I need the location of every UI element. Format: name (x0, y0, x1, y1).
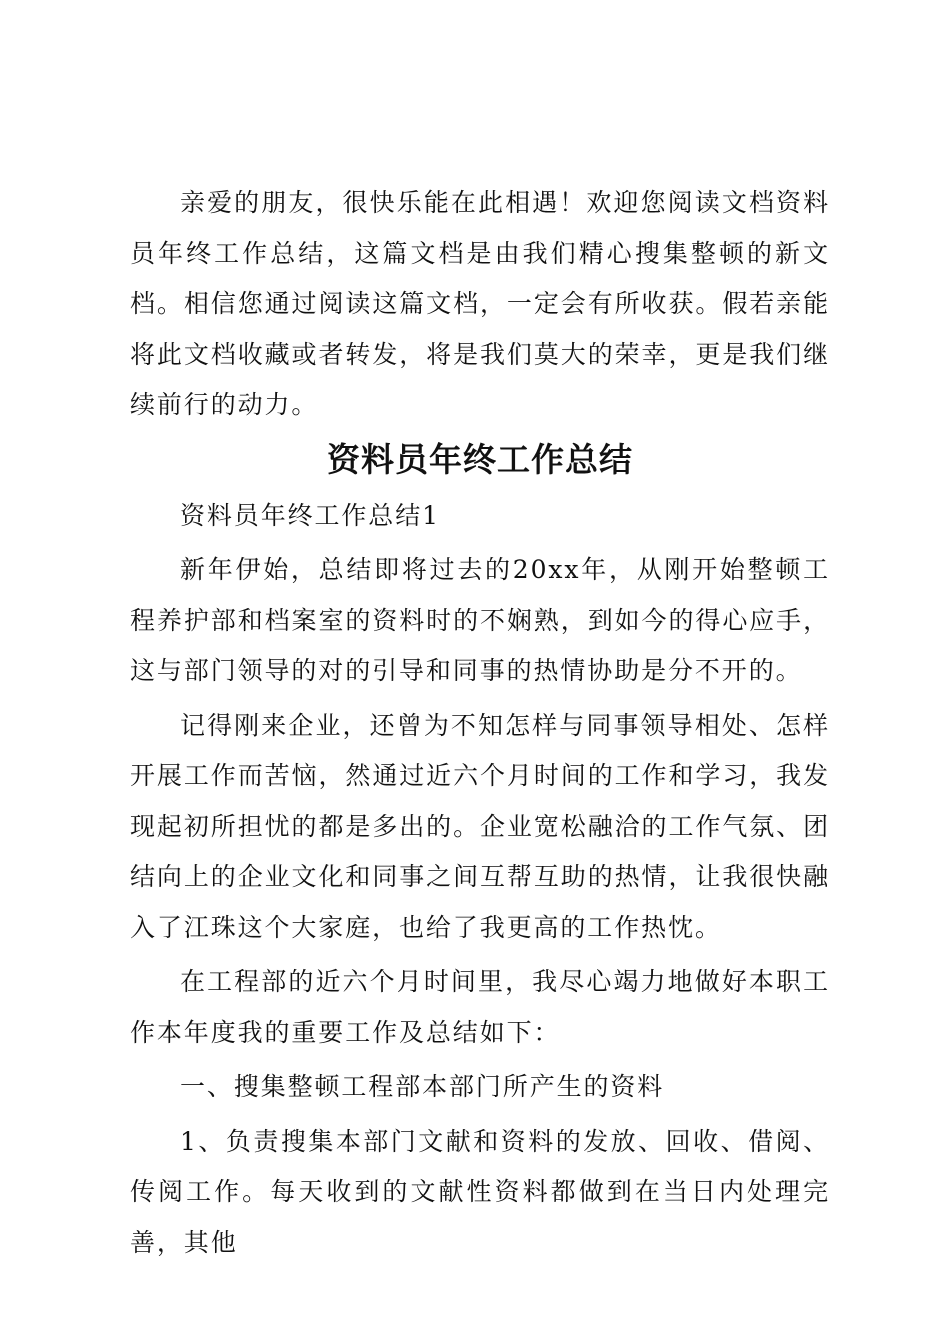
document-page (130, 178, 830, 1268)
body-paragraph: 1、负责搜集本部门文献和资料的发放、回收、借阅、传阅工作。每天收到的文献性资料都做到在当日内处理完善，其他 (130, 1126, 830, 1257)
section-subtitle: 资料员年终工作总结1 (180, 500, 440, 530)
section-heading: 一、搜集整顿工程部本部门所产生的资料 (180, 1072, 665, 1101)
body-paragraph: 记得刚来企业，还曾为不知怎样与同事领导相处、怎样开展工作而苦恼，然通过近六个月时间的工作和学习，我发现起初所担忧的都是多出的。企业宽松融洽的工作气氛、团结向上的企业文化和同事之间互帮互助的热情，让我很快融入了江珠这个大家庭，也给了我更高的工作热忱。 (130, 710, 830, 942)
body-paragraph: 新年伊始，总结即将过去的20xx年，从刚开始整顿工程养护部和档案室的资料时的不娴熟，到如今的得心应手，这与部门领导的对的引导和同事的热情协助是分不开的。 (130, 555, 830, 685)
intro-paragraph: 亲爱的朋友，很快乐能在此相遇！欢迎您阅读文档资料员年终工作总结，这篇文档是由我们精心搜集整顿的新文档。相信您通过阅读这篇文档，一定会有所收获。假若亲能将此文档收藏或者转发，将是我们莫大的荣幸，更是我们继续前行的动力。 (130, 188, 830, 419)
body-paragraph: 在工程部的近六个月时间里，我尽心竭力地做好本职工作本年度我的重要工作及总结如下： (130, 967, 830, 1047)
document-title: 资料员年终工作总结 (327, 439, 633, 479)
